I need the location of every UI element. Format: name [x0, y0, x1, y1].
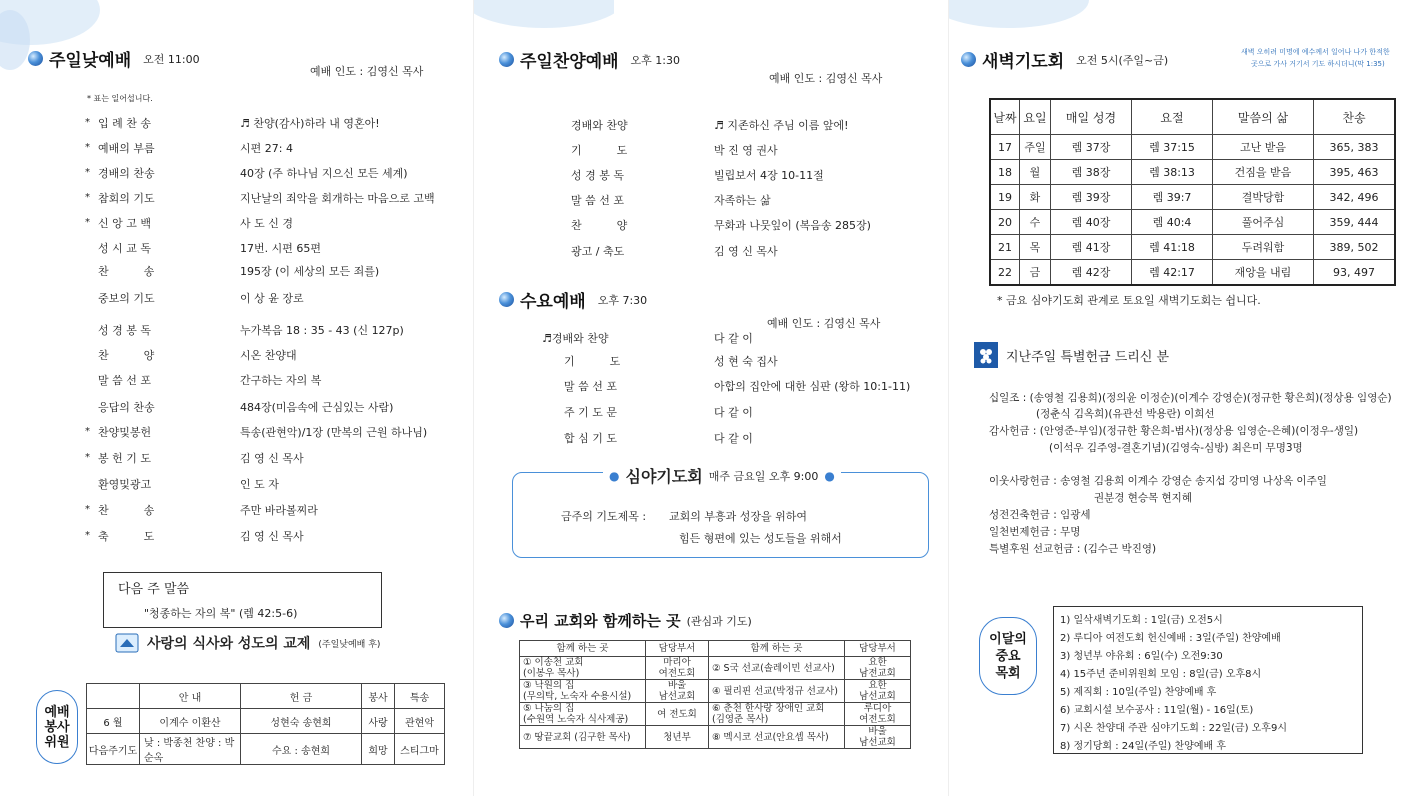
service-label: 기 도	[571, 144, 628, 157]
service-value: 484장(미음속에 근심있는 사람)	[240, 401, 394, 414]
staff-cell: 스티그마	[395, 734, 445, 765]
offering-line: 십일조 : (송영철 김용희)(정의윤 이정순)(이계수 강영순)(정규한 황은희)(정상용 임영순)	[989, 392, 1392, 404]
dawn-cell: 렘 42:17	[1132, 260, 1213, 286]
offering-line: 감사헌금 : (안영준-부임)(정규한 황은희-범사)(정상용 임영순-은혜)(이정우-생일)	[989, 425, 1359, 437]
table-row	[990, 235, 1395, 260]
stand-mark: *	[85, 167, 90, 178]
service-value: 빌립보서 4장 10-11절	[714, 169, 824, 182]
staff-cell: 성현숙 송현희	[241, 709, 362, 734]
verse-line-2: 곳으로 가사 거기서 기도 하시더니(막 1:35)	[1251, 60, 1385, 68]
church-cell: 청년부	[646, 726, 709, 749]
right-panel	[948, 0, 1421, 796]
table-row	[990, 160, 1395, 185]
service-value: 시온 찬양대	[240, 349, 297, 362]
service-value: 성 현 숙 집사	[714, 355, 778, 368]
dot-icon: ●	[609, 468, 620, 483]
service-value: 인 도 자	[240, 478, 279, 491]
service-value: ♬ 찬양(감사)하라 내 영혼아!	[240, 117, 380, 130]
next-word-box	[103, 572, 382, 628]
dawn-prayer-title: 새벽기도회 오전 5시(주일~금)	[961, 47, 1168, 72]
service-label: 찬 송	[98, 504, 155, 517]
service-label: 봉 헌 기 도	[98, 452, 151, 465]
service-value: 김 영 신 목사	[714, 245, 778, 258]
church-cell: ⑤ 나눔의 집 (수원역 노숙자 식사제공)	[520, 703, 646, 726]
table-row	[520, 680, 911, 703]
staff-table	[86, 683, 445, 765]
dawn-cell: 렘 38장	[1051, 160, 1132, 185]
dawn-cell: 고난 받음	[1213, 135, 1314, 160]
left-panel	[0, 0, 472, 796]
bullet-ball-icon	[961, 52, 976, 67]
list-item: 8) 정기당회 : 24일(주일) 찬양예배 후	[1060, 741, 1226, 752]
staff-cell: 6 월	[87, 709, 140, 734]
list-item: 6) 교회시설 보수공사 : 11일(월) - 16일(토)	[1060, 705, 1254, 716]
wednesday-leader: 예배 인도 : 김영신 목사	[767, 317, 881, 330]
staff-cell: 희망	[362, 734, 395, 765]
offering-line: (정춘식 김옥희)(유관선 박용란) 이희선	[1036, 408, 1215, 420]
service-label: 응답의 찬송	[98, 401, 155, 414]
col-header: 매일 성경	[1051, 99, 1132, 135]
fellowship-icon	[115, 632, 139, 654]
meal-title: 사랑의 식사와 성도의 교제	[147, 636, 311, 652]
list-item: 5) 제직회 : 10일(주일) 찬양예배 후	[1060, 687, 1217, 698]
night-prayer-box	[512, 467, 929, 558]
church-cell: 루디아 여전도회	[845, 703, 911, 726]
church-cell: ⑦ 땅끝교회 (김구한 목사)	[520, 726, 646, 749]
service-value: 누가복음 18 : 35 - 43 (신 127p)	[240, 324, 404, 337]
night-prayer-heading	[603, 464, 841, 487]
list-item: 3) 청년부 야유회 : 6일(수) 오전9:30	[1060, 651, 1223, 662]
table-row	[990, 210, 1395, 235]
offering-line: (이석우 김주영-결혼기념)(김영숙-심방) 최은미 무명3명	[1049, 442, 1303, 454]
service-value: 김 영 신 목사	[240, 530, 304, 543]
stand-mark: *	[85, 530, 90, 541]
next-word-title: 다음 주 말씀	[118, 582, 190, 597]
service-value: 시편 27: 4	[240, 142, 293, 155]
wednesday-worship-title: 수요예배 오후 7:30	[499, 287, 647, 312]
dawn-cell: 화	[1020, 185, 1051, 210]
offering-line: 일천번제헌금 : 무명	[989, 526, 1081, 538]
meal-heading	[115, 632, 380, 654]
staff-cell: 낮 : 박종천 찬양 : 박순옥	[140, 734, 241, 765]
night-prayer-title: 심야기도회	[625, 467, 703, 486]
service-label: 광고 / 축도	[571, 245, 625, 258]
bullet-ball-icon	[28, 51, 43, 66]
service-value: 17번. 시편 65편	[240, 242, 321, 255]
dawn-cell: 렘 40장	[1051, 210, 1132, 235]
grapes-icon	[974, 342, 998, 368]
table-row	[520, 703, 911, 726]
offering-heading	[974, 342, 1169, 368]
service-label: 말 씀 선 포	[564, 380, 617, 393]
verse-line-1: 새벽 오히려 미명에 예수께서 일어나 나가 한적한	[1241, 48, 1390, 56]
church-cell: ② S국 선교(솔레이민 선교사)	[709, 657, 845, 680]
dawn-cell: 두려워함	[1213, 235, 1314, 260]
dawn-note: * 금요 심야기도회 관계로 토요일 새벽기도회는 쉽니다.	[997, 294, 1261, 307]
worship-leader: 예배 인도 : 김영신 목사	[310, 65, 424, 78]
col-header: 함께 하는 곳	[520, 641, 646, 657]
service-value: 간구하는 자의 복	[240, 374, 322, 387]
col-header: 요일	[1020, 99, 1051, 135]
dawn-cell: 렘 39장	[1051, 185, 1132, 210]
dawn-cell: 건짐을 받음	[1213, 160, 1314, 185]
service-label: 기 도	[564, 355, 621, 368]
offering-line: 성전건축헌금 : 임광세	[989, 509, 1091, 521]
church-cell: 여 전도회	[646, 703, 709, 726]
church-cell: ⑧ 멕시코 선교(안요셉 목사)	[709, 726, 845, 749]
service-label: ♬경배와 찬양	[542, 332, 609, 345]
dawn-cell: 목	[1020, 235, 1051, 260]
service-value: 특송(관현악)/1장 (만복의 근원 하나님)	[240, 426, 428, 439]
partner-churches-table	[519, 640, 911, 749]
list-item: 7) 시온 찬양대 주관 심야기도회 : 22일(금) 오후9시	[1060, 723, 1287, 734]
service-label: 예배의 부름	[98, 142, 155, 155]
staff-header: 봉사	[362, 684, 395, 709]
offering-title: 지난주일 특별헌금 드리신 분	[1006, 349, 1170, 365]
service-label: 참회의 기도	[98, 192, 155, 205]
service-label: 주 기 도 문	[564, 406, 617, 419]
dawn-cell: 렘 39:7	[1132, 185, 1213, 210]
col-header: 찬송	[1314, 99, 1396, 135]
service-value: 다 같 이	[714, 406, 753, 419]
service-label: 성 경 봉 독	[98, 324, 151, 337]
dawn-cell: 렘 37장	[1051, 135, 1132, 160]
col-header: 날짜	[990, 99, 1020, 135]
table-row	[520, 726, 911, 749]
dawn-cell: 금	[1020, 260, 1051, 286]
church-cell: 바울 남선교회	[845, 726, 911, 749]
church-cell: ③ 낙원의 집 (무의탁, 노숙자 수용시설)	[520, 680, 646, 703]
dawn-cell: 389, 502	[1314, 235, 1396, 260]
staff-cell: 이계수 이환산	[140, 709, 241, 734]
service-label: 말 씀 선 포	[571, 194, 624, 207]
church-cell: ④ 필리핀 선교(박정규 선교사)	[709, 680, 845, 703]
service-value: 아합의 집안에 대한 심판 (왕하 10:1-11)	[714, 380, 911, 393]
service-label: 경배의 찬송	[98, 167, 155, 180]
col-header: 함께 하는 곳	[709, 641, 845, 657]
staff-cell: 수요 : 송현희	[241, 734, 362, 765]
dawn-cell: 렘 42장	[1051, 260, 1132, 286]
stand-mark: *	[85, 192, 90, 203]
dawn-cell: 19	[990, 185, 1020, 210]
service-value: 이 상 윤 장로	[240, 292, 304, 305]
table-row	[990, 260, 1395, 286]
service-label: 축 도	[98, 530, 155, 543]
col-header: 담당부서	[845, 641, 911, 657]
service-value: 다 같 이	[714, 332, 753, 345]
standing-note: * 표는 일어섭니다.	[87, 94, 153, 103]
dawn-cell: 21	[990, 235, 1020, 260]
service-value: 자족하는 삶	[714, 194, 771, 207]
dot-icon: ●	[824, 468, 835, 483]
stand-mark: *	[85, 426, 90, 437]
dawn-bible-table	[989, 98, 1396, 286]
service-value: 195장 (이 세상의 모든 죄를)	[240, 265, 380, 278]
service-value: 무화과 나뭇잎이 (복음송 285장)	[714, 219, 871, 232]
month-schedule-box	[1053, 606, 1363, 754]
night-prayer-time: 매주 금요일 오후 9:00	[708, 469, 819, 483]
frost-decoration	[474, 0, 614, 40]
service-label: 찬 송	[98, 265, 155, 278]
bullet-ball-icon	[499, 292, 514, 307]
service-label: 성 시 교 독	[98, 242, 151, 255]
service-value: 박 진 영 권사	[714, 144, 778, 157]
meal-subtitle: (주일낮예배 후)	[318, 639, 381, 650]
stand-mark: *	[85, 217, 90, 228]
service-value: ♬ 지존하신 주님 이름 앞에!	[714, 119, 849, 132]
staff-label: 예배 봉사 위원	[36, 690, 78, 764]
month-schedule-list	[1060, 612, 1287, 756]
table-row	[990, 135, 1395, 160]
service-label: 신 앙 고 백	[98, 217, 151, 230]
bullet-ball-icon	[499, 613, 514, 628]
dawn-cell: 359, 444	[1314, 210, 1396, 235]
service-label: 입 례 찬 송	[98, 117, 151, 130]
dawn-cell: 결박당함	[1213, 185, 1314, 210]
list-item: 2) 루디아 여전도회 헌신예배 : 3일(주일) 찬양예배	[1060, 633, 1281, 644]
stand-mark: *	[85, 142, 90, 153]
col-header: 담당부서	[646, 641, 709, 657]
staff-header: 헌 금	[241, 684, 362, 709]
praise-worship-title: 주일찬양예배 오후 1:30	[499, 47, 680, 72]
prayer-topic-2: 힘든 형편에 있는 성도들을 위해서	[679, 532, 842, 545]
dawn-cell: 22	[990, 260, 1020, 286]
staff-cell: 다음주기도	[87, 734, 140, 765]
dawn-cell: 342, 496	[1314, 185, 1396, 210]
dawn-cell: 렘 41:18	[1132, 235, 1213, 260]
service-value: 김 영 신 목사	[240, 452, 304, 465]
service-label: 경배와 찬양	[571, 119, 628, 132]
dawn-cell: 93, 497	[1314, 260, 1396, 286]
church-cell: 요한 남선교회	[845, 680, 911, 703]
dawn-cell: 렘 38:13	[1132, 160, 1213, 185]
offering-line: 권분경 현승목 현지혜	[1094, 492, 1192, 504]
col-header: 요절	[1132, 99, 1213, 135]
dawn-cell: 풀어주심	[1213, 210, 1314, 235]
service-value: 주만 바라볼찌라	[240, 504, 318, 517]
prayer-topic-1: 교회의 부흥과 성장을 위하여	[669, 510, 808, 523]
service-label: 찬양및봉헌	[98, 426, 152, 439]
service-label: 찬 양	[571, 219, 628, 232]
frost-decoration	[949, 0, 1089, 40]
worship-leader: 예배 인도 : 김영신 목사	[769, 72, 883, 85]
service-value: 지난날의 죄악을 회개하는 마음으로 고백	[240, 192, 435, 205]
middle-panel	[473, 0, 948, 796]
service-label: 말 씀 선 포	[98, 374, 151, 387]
staff-header: 특송	[395, 684, 445, 709]
table-row	[520, 657, 911, 680]
staff-header: 안 내	[140, 684, 241, 709]
stand-mark: *	[85, 504, 90, 515]
staff-cell: 관현악	[395, 709, 445, 734]
church-cell: ① 이송천 교회 (이봉우 목사)	[520, 657, 646, 680]
dawn-cell: 월	[1020, 160, 1051, 185]
next-word-text: "청종하는 자의 복" (렘 42:5-6)	[144, 607, 298, 620]
stand-mark: *	[85, 452, 90, 463]
dawn-cell: 재앙을 내림	[1213, 260, 1314, 286]
dawn-cell: 17	[990, 135, 1020, 160]
staff-cell: 사랑	[362, 709, 395, 734]
dawn-cell: 18	[990, 160, 1020, 185]
dawn-cell: 렘 41장	[1051, 235, 1132, 260]
list-item: 4) 15주년 준비위원회 모임 : 8일(금) 오후8시	[1060, 669, 1262, 680]
partner-churches-title: 우리 교회와 함께하는 곳 (관심과 기도)	[499, 610, 752, 631]
list-item: 1) 일삭새벽기도회 : 1일(금) 오전5시	[1060, 615, 1223, 626]
church-cell: 요한 남전교회	[845, 657, 911, 680]
dawn-cell: 395, 463	[1314, 160, 1396, 185]
service-label: 중보의 기도	[98, 292, 155, 305]
dawn-cell: 렘 37:15	[1132, 135, 1213, 160]
church-cell: 마리아 여전도회	[646, 657, 709, 680]
service-label: 찬 양	[98, 349, 155, 362]
offering-line: 이웃사랑헌금 : 송영철 김용희 이계수 강영순 송지섭 강미영 나상옥 이주일	[989, 475, 1327, 487]
dawn-cell: 365, 383	[1314, 135, 1396, 160]
month-label: 이달의 중요 목회	[979, 617, 1037, 695]
sunday-worship-title: 주일낮예배 오전 11:00	[28, 46, 200, 71]
dawn-cell: 주일	[1020, 135, 1051, 160]
prayer-topic-label: 금주의 기도제목 :	[561, 510, 647, 523]
service-label: 환영및광고	[98, 478, 152, 491]
col-header: 말씀의 삶	[1213, 99, 1314, 135]
service-label: 성 경 봉 독	[571, 169, 624, 182]
service-value: 다 같 이	[714, 432, 753, 445]
service-value: 사 도 신 경	[240, 217, 293, 230]
church-cell: 바울 남선교회	[646, 680, 709, 703]
church-cell: ⑥ 춘천 한사랑 장애인 교회 (김영준 목사)	[709, 703, 845, 726]
dawn-cell: 렘 40:4	[1132, 210, 1213, 235]
stand-mark: *	[85, 117, 90, 128]
bullet-ball-icon	[499, 52, 514, 67]
offering-line: 특별후원 선교헌금 : (김수근 박진영)	[989, 543, 1157, 555]
service-value: 40장 (주 하나님 지으신 모든 세계)	[240, 167, 408, 180]
table-row	[990, 185, 1395, 210]
service-label: 합 심 기 도	[564, 432, 617, 445]
dawn-cell: 20	[990, 210, 1020, 235]
dawn-cell: 수	[1020, 210, 1051, 235]
